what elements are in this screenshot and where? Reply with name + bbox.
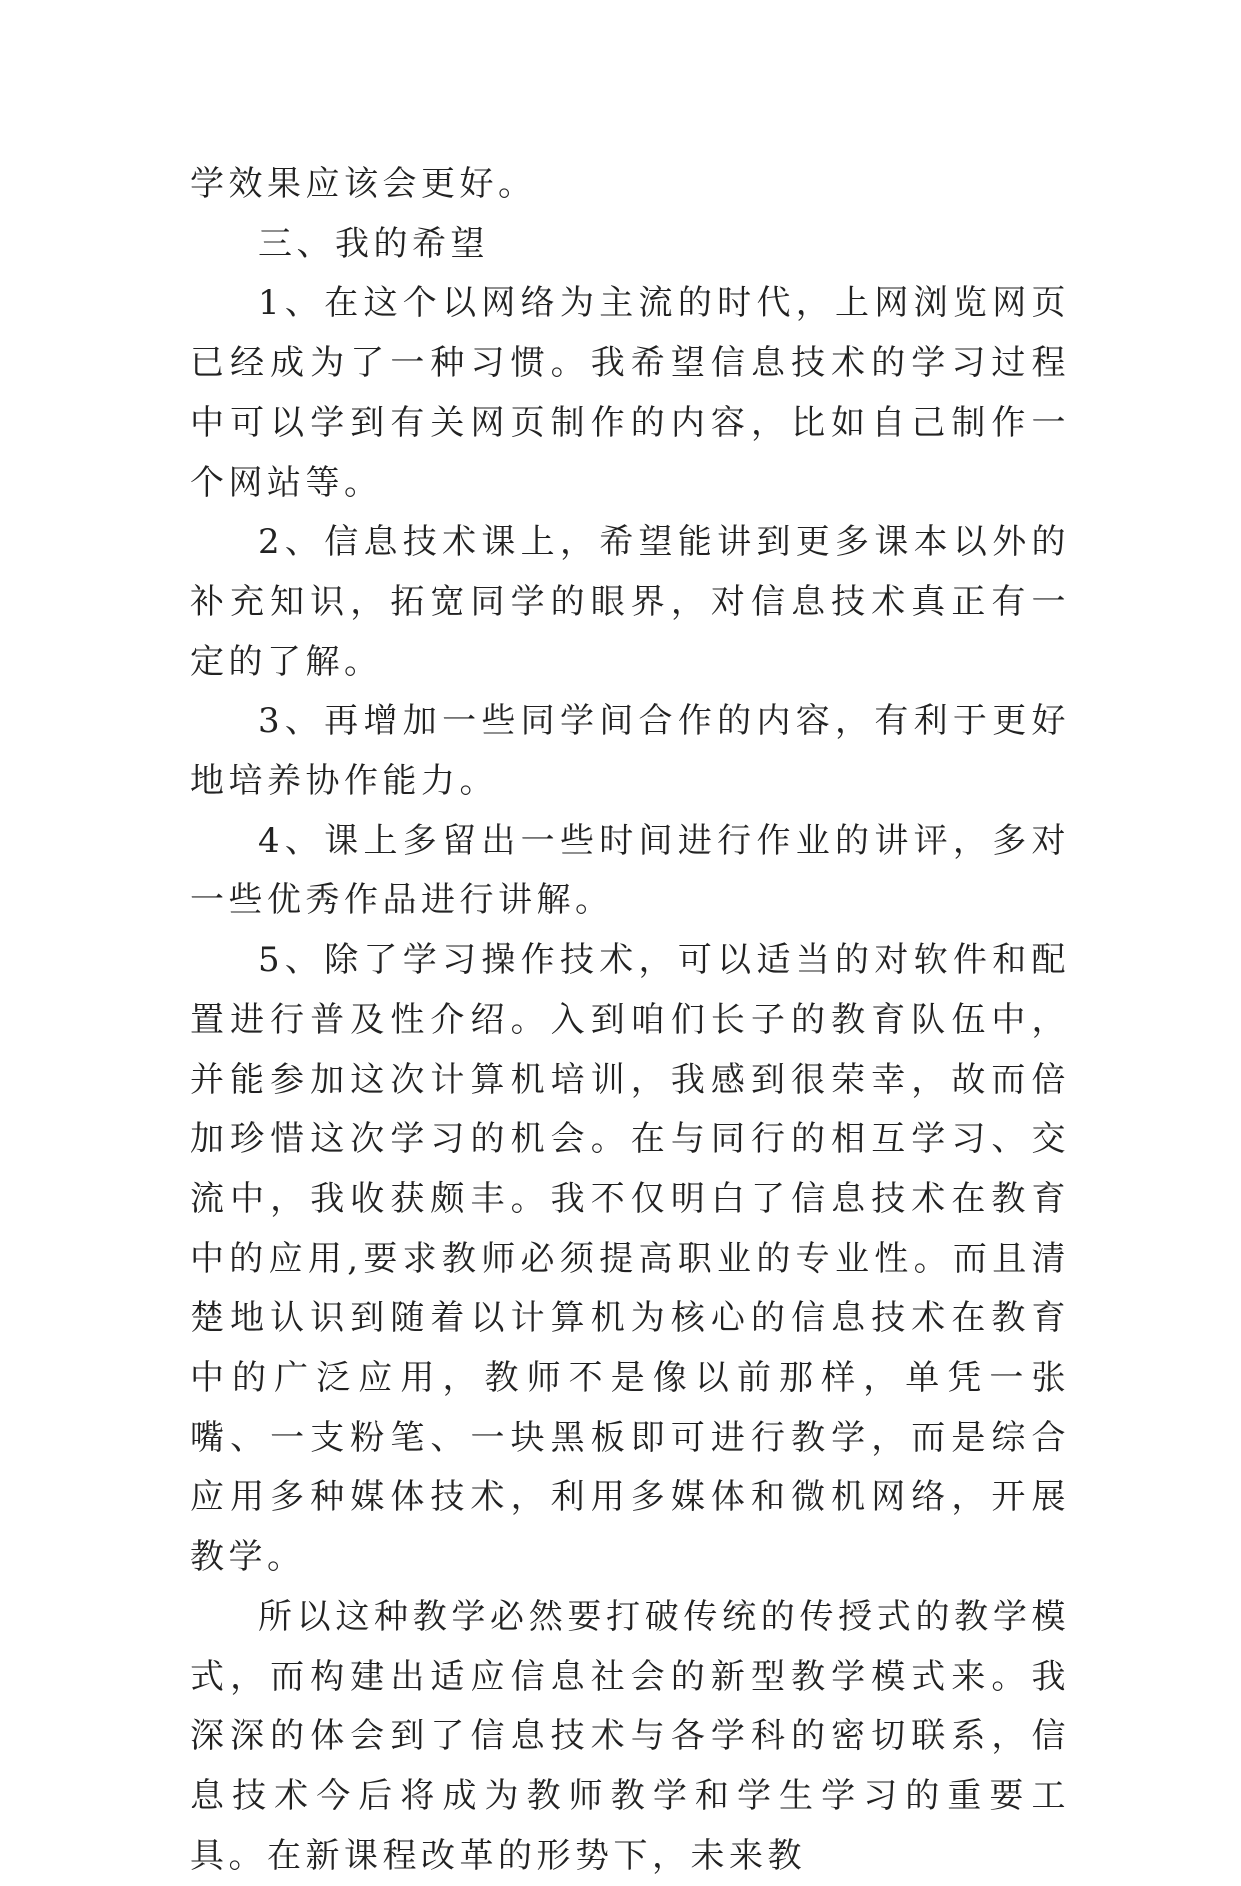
document-body [190,155,1070,1886]
paragraph-hope-4: 4、课上多留出一些时间进行作业的讲评，多对一些优秀作品进行讲解。 [190,820,1070,921]
paragraph-hope-2: 2、信息技术课上，希望能讲到更多课本以外的补充知识，拓宽同学的眼界，对信息技术真正有一定的了解。 [190,522,1070,682]
section-heading-hopes: 三、我的希望 [258,223,489,264]
paragraph-hope-5: 5、除了学习操作技术，可以适当的对软件和配置进行普及性介绍。入到咱们长子的教育队伍中，并能参加这次计算机培训，我感到很荣幸，故而倍加珍惜这次学习的机会。在与同行的相互学习、交流中，我收获颇丰。我不仅明白了信息技术在教育中的应用,要求教师必须提高职业的专业性。而且清楚地认识到随着以计算机为核心的信息技术在教育中的广泛应用，教师不是像以前那样，单凭一张嘴、一支粉笔、一块黑板即可进行教学，而是综合应用多种媒体技术，利用多媒体和微机网络，开展教学。 [190,940,1070,1578]
paragraph-conclusion: 所以这种教学必然要打破传统的传授式的教学模式，而构建出适应信息社会的新型教学模式来。我深深的体会到了信息技术与各学科的密切联系，信息技术今后将成为教师教学和学生学习的重要工具。在新课程改革的形势下，未来教 [190,1596,1070,1876]
paragraph-continuation: 学效果应该会更好。 [190,164,537,204]
paragraph-hope-3: 3、再增加一些同学间合作的内容，有利于更好地培养协作能力。 [190,701,1070,802]
paragraph-hope-1: 1、在这个以网络为主流的时代，上网浏览网页已经成为了一种习惯。我希望信息技术的学习过程中可以学到有关网页制作的内容，比如自己制作一个网站等。 [190,283,1070,503]
